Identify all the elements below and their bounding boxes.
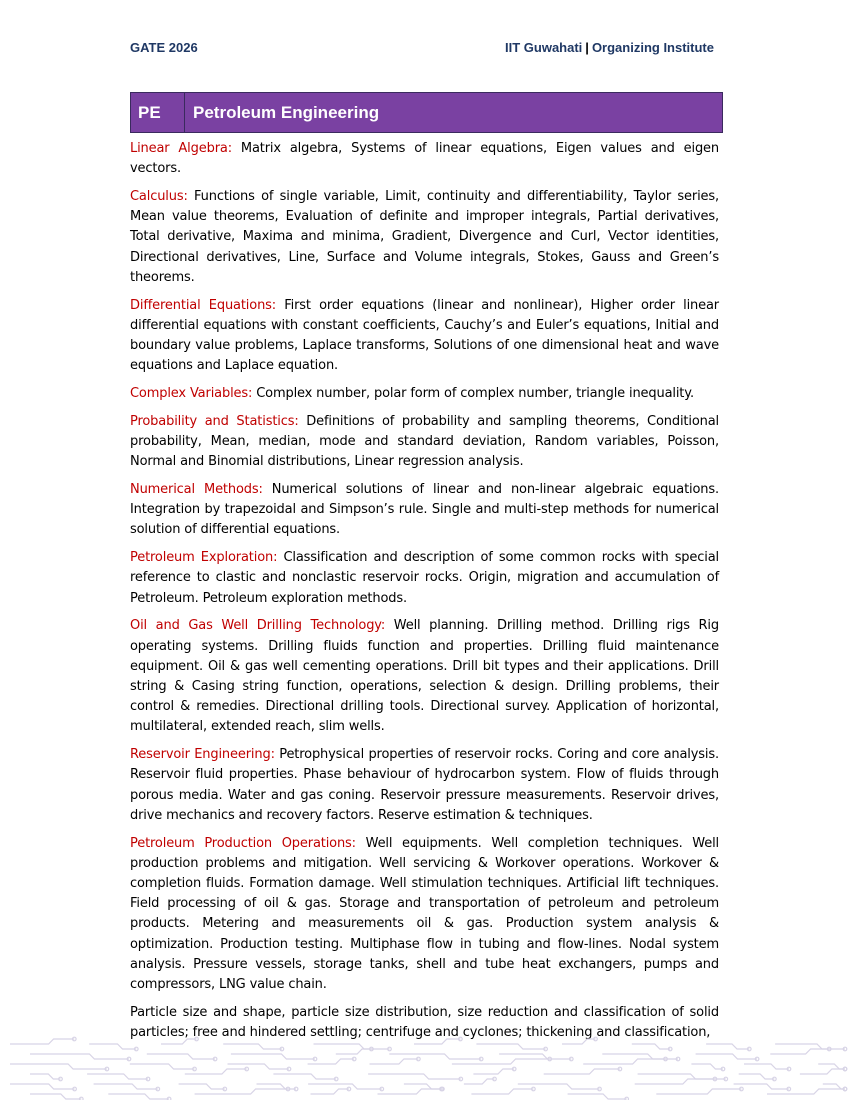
circuit-trace <box>228 1064 290 1069</box>
circuit-trace <box>476 1044 545 1049</box>
section-text: First order equations (linear and nonlinear), Higher order linear differential equations with constant coefficients, Cauchy’s and Euler’s equations, Initial and boundary value problems, Laplace transforms, Solutions of one dimensional heat and wave equations and Laplace equation. <box>130 297 720 374</box>
circuit-trace <box>161 1039 197 1044</box>
section-topic: Complex Variables: <box>130 386 253 402</box>
circuit-trace <box>691 1064 723 1069</box>
section-topic: Calculus: <box>130 189 188 204</box>
section-text: Petrophysical properties of reservoir rocks. Coring and core analysis. Reservoir fluid properties. Phase behaviour of hydrocarbon system. Flow of fluids through porous media. Water and gas coning. Reservoir pressure measurements. Reservoir drives, drive mechanics and recovery factors. Reserve estimation & techniques. <box>130 747 720 823</box>
circuit-trace <box>823 1084 845 1089</box>
syllabus-section <box>130 187 719 288</box>
circuit-trace <box>308 1059 355 1064</box>
page-header <box>130 40 714 60</box>
section-text: Definitions of probability and sampling theorems, Conditional probability, Mean, median, mode and standard deviation, Random variables, Poisson, Normal and Binomial distributions, Linear regression analysis. <box>130 413 719 470</box>
institute-label <box>505 40 714 55</box>
circuit-trace <box>89 1044 136 1049</box>
section-topic: Oil and Gas Well Drilling Technology: <box>130 618 386 634</box>
section-text: Well planning. Drilling method. Drilling rigs Rig operating systems. Drilling fluids function and properties. Drilling fluid maintenance equipment. Oil & gas well cementing operations. Drill bit types and their applications. Drill string & Casing string function, operations, selection & design. Drilling problems, their control & remedies. Directional drilling tools. Directional survey. Application of horizontal, multilateral, extended reach, slim wells. <box>130 618 719 735</box>
paper-code: PE <box>131 93 185 132</box>
circuit-trace <box>378 1089 443 1094</box>
circuit-trace <box>179 1084 225 1089</box>
circuit-trace <box>30 1074 61 1079</box>
section-topic: Linear Algebra: <box>130 141 232 156</box>
circuit-trace <box>370 1059 419 1064</box>
circuit-trace <box>404 1084 442 1089</box>
circuit-trace <box>583 1059 665 1064</box>
exam-name: GATE 2026 <box>130 40 198 55</box>
circuit-trace <box>471 1089 533 1094</box>
circuit-trace <box>767 1089 845 1094</box>
circuit-trace <box>544 1069 620 1074</box>
section-text: Classification and description of some common rocks with special reference to clastic and nonclastic reservoir rocks. Origin, migration and accumulation of Petroleum. Petroleum exploration methods. <box>130 550 719 606</box>
circuit-trace <box>30 1094 81 1099</box>
circuit-trace <box>473 1069 514 1074</box>
circuit-trace <box>734 1084 789 1089</box>
syllabus-section <box>130 616 719 737</box>
circuit-trace <box>10 1084 75 1089</box>
section-text: Functions of single variable, Limit, continuity and differentiability, Taylor series, Mean value theorems, Evaluation of definite and improper integrals, Partial derivatives, Total derivative, Maxima and minima, Gradient, Divergence and Curl, Vector identities, Directional derivatives, Line, Surface and Volume integrals, Stokes, Gauss and Green’s theorems. <box>130 189 719 285</box>
paper-title-bar <box>130 92 723 133</box>
syllabus-section <box>130 384 719 404</box>
circuit-trace <box>414 1039 460 1044</box>
section-topic: Reservoir Engineering: <box>130 747 275 763</box>
section-topic: Petroleum Exploration: <box>130 550 278 566</box>
circuit-trace <box>818 1064 845 1069</box>
section-text: Well equipments. Well completion techniques. Well production problems and mitigation. Well servicing & Workover operations. Workover & completion fluids. Formation damage. Well stimulation techniques. Artificial lift techniques. Field processing of oil & gas. Storage and transportation of petroleum and petroleum products. Metering and measurements oil & gas. Production system analysis & optimization. Production testing. Multiphase flow in tubing and flow-lines. Nodal system analysis. Pressure vessels, storage tanks, shell and tube heat exchangers, pumps and compressors, LNG value chain. <box>130 835 719 993</box>
circuit-trace <box>562 1039 596 1044</box>
circuit-trace <box>744 1064 789 1069</box>
circuit-trace <box>452 1059 550 1064</box>
syllabus-section <box>130 480 719 541</box>
circuit-trace <box>518 1084 600 1089</box>
circuit-trace <box>87 1074 148 1079</box>
syllabus-content <box>130 139 719 1051</box>
syllabus-section <box>130 745 719 826</box>
institute-name: IIT Guwahati <box>505 40 583 55</box>
circuit-trace <box>308 1084 382 1089</box>
circuit-trace <box>185 1069 247 1074</box>
section-text: Matrix algebra, Systems of linear equations, Eigen values and eigen vectors. <box>130 141 719 177</box>
circuit-trace <box>775 1044 845 1049</box>
circuit-node <box>417 1057 421 1061</box>
circuit-trace <box>499 1054 571 1059</box>
circuit-trace <box>10 1064 107 1069</box>
circuit-trace <box>368 1074 461 1079</box>
section-text: Complex number, polar form of complex number, triangle inequality. <box>252 386 694 402</box>
circuit-trace <box>635 1079 715 1084</box>
circuit-trace <box>231 1054 315 1059</box>
section-topic: Petroleum Production Operations: <box>130 835 356 851</box>
circuit-trace <box>464 1079 495 1084</box>
circuit-trace <box>638 1074 726 1079</box>
circuit-trace <box>195 1089 288 1094</box>
circuit-trace <box>696 1054 758 1059</box>
circuit-trace <box>568 1094 627 1099</box>
header-separator: | <box>585 40 589 55</box>
circuit-trace <box>739 1074 775 1079</box>
circuit-trace <box>389 1054 481 1059</box>
circuit-trace <box>800 1069 845 1074</box>
circuit-node <box>280 1047 284 1051</box>
circuit-node <box>459 1037 463 1041</box>
circuit-node <box>294 1087 298 1091</box>
circuit-trace <box>314 1044 390 1049</box>
circuit-node <box>441 1087 445 1091</box>
circuit-trace <box>30 1054 129 1059</box>
section-topic: Differential Equations: <box>130 297 277 313</box>
circuit-trace <box>656 1089 741 1094</box>
circuit-decoration <box>0 1036 850 1100</box>
circuit-trace <box>223 1044 282 1049</box>
circuit-node <box>347 1087 351 1091</box>
circuit-trace <box>770 1049 829 1054</box>
circuit-trace <box>130 1064 195 1069</box>
syllabus-section <box>130 548 719 609</box>
circuit-trace <box>632 1044 670 1049</box>
syllabus-section <box>130 834 719 996</box>
syllabus-section <box>130 296 719 377</box>
circuit-trace <box>336 1049 372 1054</box>
section-text: Numerical solutions of linear and non-linear algebraic equations. Integration by trapezoidal and Simpson’s rule. Single and multi-step methods for numerical solution of differential equations. <box>130 482 719 538</box>
circuit-trace <box>10 1039 74 1044</box>
section-text: Particle size and shape, particle size distribution, size reduction and classification of solid particles; free and hindered settling; centrifuge and cyclones; thickening and classification, <box>130 1004 719 1041</box>
institute-role: Organizing Institute <box>591 40 714 55</box>
syllabus-section <box>130 412 719 473</box>
section-topic: Probability and Statistics: <box>130 413 299 429</box>
circuit-trace <box>311 1089 349 1094</box>
circuit-trace <box>273 1074 336 1079</box>
circuit-trace <box>706 1044 749 1049</box>
circuit-trace <box>94 1084 158 1089</box>
circuit-trace <box>147 1054 215 1059</box>
syllabus-section <box>130 139 719 179</box>
circuit-trace <box>108 1094 169 1099</box>
paper-name: Petroleum Engineering <box>193 103 380 122</box>
section-topic: Numerical Methods: <box>130 482 263 498</box>
